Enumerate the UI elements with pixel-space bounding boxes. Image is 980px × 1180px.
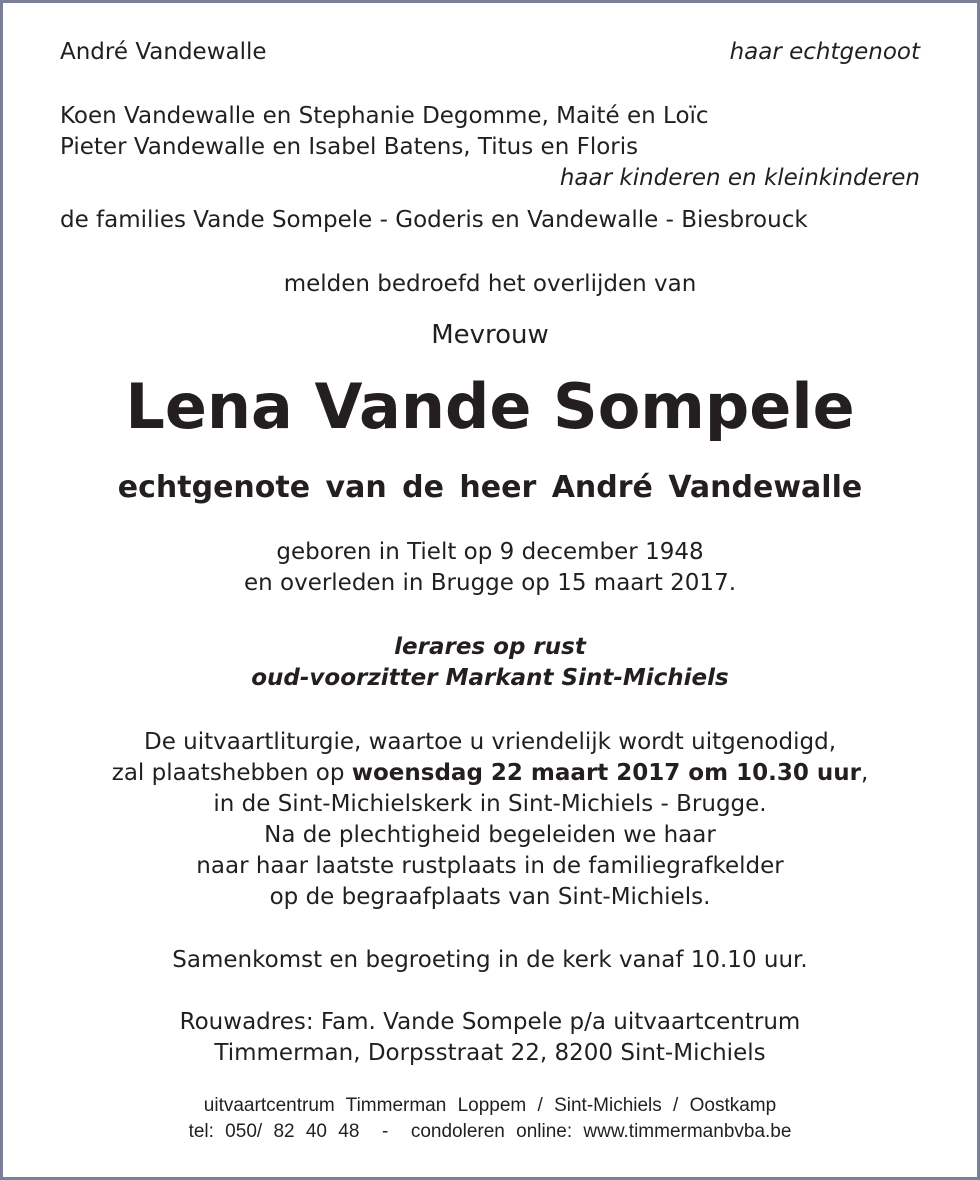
role: oud-voorzitter Markant Sint-Michiels bbox=[251, 665, 729, 691]
families: de families Vande Sompele - Goderis en Vandewalle - Biesbrouck bbox=[60, 207, 808, 233]
funeral-line: naar haar laatste rustplaats in de familiegrafkelder bbox=[196, 853, 784, 879]
funeral-line: in de Sint-Michielskerk in Sint-Michiels - Brugge. bbox=[213, 791, 767, 817]
children-line: Koen Vandewalle en Stephanie Degomme, Maité en Loïc bbox=[60, 103, 709, 129]
footer-line: tel: 050/ 82 40 48 - condoleren online: www.timmermanbvba.be bbox=[188, 1121, 792, 1142]
born: geboren in Tielt op 9 december 1948 bbox=[276, 539, 704, 565]
footer-line: uitvaartcentrum Timmerman Loppem / Sint-Michiels / Oostkamp bbox=[203, 1095, 777, 1116]
spouse-name: André Vandewalle bbox=[60, 39, 267, 65]
salutation: Mevrouw bbox=[431, 320, 549, 350]
funeral-date: woensdag 22 maart 2017 om 10.30 uur bbox=[351, 760, 861, 786]
deceased-name: Lena Vande Sompele bbox=[125, 370, 855, 443]
funeral-text: , bbox=[860, 760, 869, 786]
subtitle: echtgenote van de heer André Vandewalle bbox=[117, 470, 863, 505]
funeral-line: De uitvaartliturgie, waartoe u vriendelijk wordt uitgenodigd, bbox=[144, 729, 836, 755]
role: lerares op rust bbox=[394, 634, 586, 660]
spouse-role: haar echtgenoot bbox=[729, 39, 920, 65]
intro: melden bedroefd het overlijden van bbox=[283, 271, 697, 297]
funeral-text: zal plaatshebben op bbox=[111, 760, 352, 786]
address: Rouwadres: Fam. Vande Sompele p/a uitvaartcentrum bbox=[179, 1009, 801, 1035]
died: en overleden in Brugge op 15 maart 2017. bbox=[243, 570, 737, 596]
gathering: Samenkomst en begroeting in de kerk vanaf 10.10 uur. bbox=[172, 947, 808, 973]
funeral-line bbox=[3, 757, 977, 789]
children-line: Pieter Vandewalle en Isabel Batens, Titus en Floris bbox=[60, 134, 639, 160]
funeral-line: Na de plechtigheid begeleiden we haar bbox=[264, 822, 716, 848]
funeral-line: op de begraafplaats van Sint-Michiels. bbox=[269, 884, 711, 910]
children-role: haar kinderen en kleinkinderen bbox=[559, 165, 920, 191]
address: Timmerman, Dorpsstraat 22, 8200 Sint-Michiels bbox=[214, 1040, 766, 1066]
